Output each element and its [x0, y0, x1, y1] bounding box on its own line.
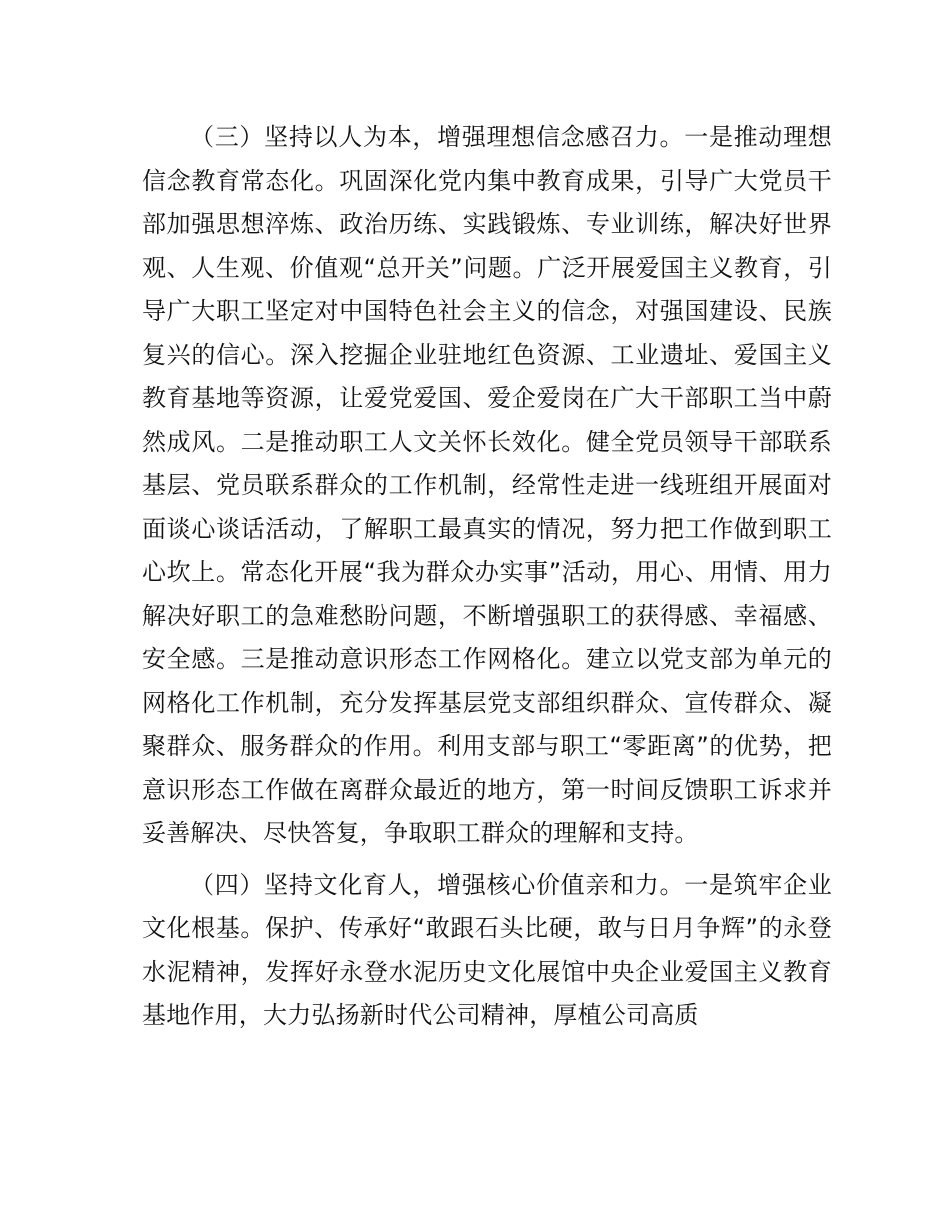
document-body [142, 116, 832, 1038]
paragraph-section-four: （四）坚持文化育人，增强核心价值亲和力。一是筑牢企业文化根基。保护、传承好“敢跟石头比硬，敢与日月争辉”的永登水泥精神，发挥好永登水泥历史文化展馆中央企业爱国主义教育基地作用，大力弘扬新时代公司精神，厚植公司高质 [142, 870, 832, 1029]
paragraph-section-three: （三）坚持以人为本，增强理想信念感召力。一是推动理想信念教育常态化。巩固深化党内集中教育成果，引导广大党员干部加强思想淬炼、政治历练、实践锻炼、专业训练，解决好世界观、人生观、价值观“总开关”问题。广泛开展爱国主义教育，引导广大职工坚定对中国特色社会主义的信念，对强国建设、民族复兴的信心。深入挖掘企业驻地红色资源、工业遗址、爱国主义教育基地等资源，让爱党爱国、爱企爱岗在广大干部职工当中蔚然成风。二是推动职工人文关怀长效化。健全党员领导干部联系基层、党员联系群众的工作机制，经常性走进一线班组开展面对面谈心谈话活动，了解职工最真实的情况，努力把工作做到职工心坎上。常态化开展“我为群众办实事”活动，用心、用情、用力解决好职工的急难愁盼问题，不断增强职工的获得感、幸福感、安全感。三是推动意识形态工作网格化。建立以党支部为单元的网格化工作机制，充分发挥基层党支部组织群众、宣传群众、凝聚群众、服务群众的作用。利用支部与职工“零距离”的优势，把意识形态工作做在离群众最近的地方，第一时间反馈职工诉求并妥善解决、尽快答复，争取职工群众的理解和支持。 [142, 123, 832, 847]
